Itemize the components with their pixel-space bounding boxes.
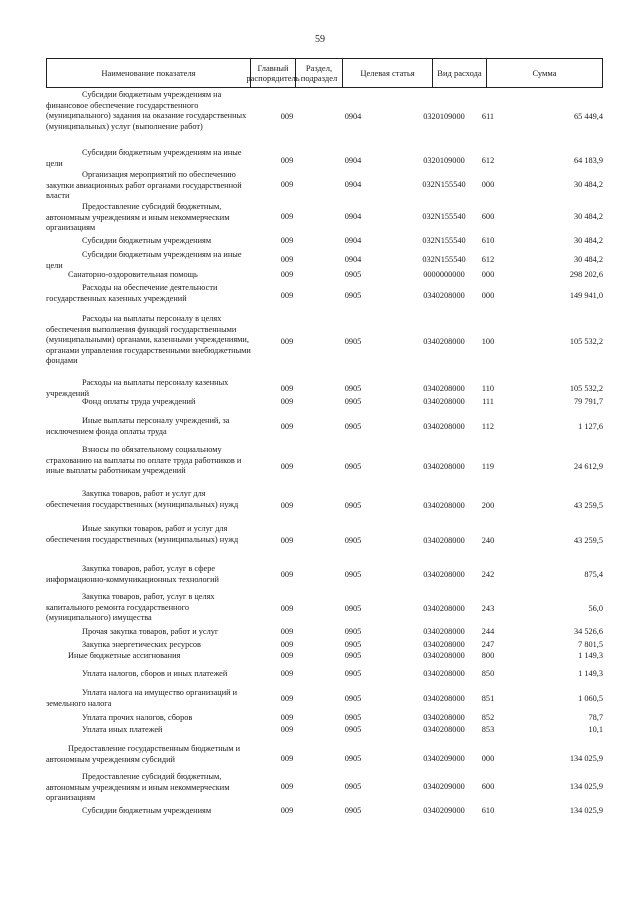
- row-target: 0340208000: [423, 397, 465, 406]
- row-expense-type: 851: [481, 694, 495, 703]
- row-grbs: 009: [280, 112, 294, 121]
- row-section: 0905: [344, 570, 362, 579]
- row-name: Субсидии бюджетным учреждениям на иные цели: [46, 148, 242, 168]
- row-section: 0905: [344, 270, 362, 279]
- row-name: Иные закупки товаров, работ и услуг для обеспечения государственных (муниципальных) нужд: [46, 524, 239, 544]
- row-target: 032N155540: [422, 255, 466, 264]
- row-grbs: 009: [280, 384, 294, 393]
- row-target: 0340208000: [423, 694, 465, 703]
- row-grbs: 009: [280, 501, 294, 510]
- row-sum: 875,4: [584, 570, 603, 579]
- row-target: 0340208000: [423, 669, 465, 678]
- row-grbs: 009: [280, 754, 294, 763]
- row-sum: 56,0: [588, 604, 603, 613]
- row-expense-type: 612: [481, 156, 495, 165]
- row-sum: 43 259,5: [573, 536, 603, 545]
- table-header: [46, 58, 603, 88]
- row-section: 0905: [344, 627, 362, 636]
- row-target: 032N155540: [422, 236, 466, 245]
- header-expense-type: Вид расхода: [432, 59, 486, 87]
- row-section: 0905: [344, 337, 362, 346]
- row-target: 0340208000: [423, 604, 465, 613]
- row-grbs: 009: [280, 422, 294, 431]
- row-grbs: 009: [280, 570, 294, 579]
- row-section: 0905: [344, 651, 362, 660]
- row-section: 0905: [344, 384, 362, 393]
- row-expense-type: 800: [481, 651, 495, 660]
- row-expense-type: 000: [481, 180, 495, 189]
- row-sum: 298 202,6: [569, 270, 603, 279]
- row-name: Предоставление государственным бюджетным и автономным учреждениям субсидий: [46, 744, 241, 764]
- header-sum: Сумма: [486, 59, 602, 87]
- row-sum: 1 149,3: [578, 651, 603, 660]
- row-name: Закупка товаров, работ, услуг в сфере информационно-коммуникационных технологий: [46, 564, 219, 584]
- row-target: 0340208000: [423, 462, 465, 471]
- row-expense-type: 000: [481, 291, 495, 300]
- row-sum: 1 127,6: [578, 422, 603, 431]
- row-section: 0905: [344, 725, 362, 734]
- row-sum: 30 484,2: [573, 180, 603, 189]
- row-section: 0905: [344, 501, 362, 510]
- row-target: 0340208000: [423, 725, 465, 734]
- row-grbs: 009: [280, 397, 294, 406]
- row-target: 032N155540: [422, 212, 466, 221]
- row-name: Организация мероприятий по обеспечению закупки авиационных работ органами государственной власти: [46, 170, 242, 200]
- row-name: Прочая закупка товаров, работ и услуг: [82, 627, 219, 636]
- row-name: Уплата налогов, сборов и иных платежей: [82, 669, 228, 678]
- row-section: 0905: [344, 291, 362, 300]
- row-section: 0905: [344, 694, 362, 703]
- row-expense-type: 200: [481, 501, 495, 510]
- row-grbs: 009: [280, 806, 294, 815]
- row-grbs: 009: [280, 180, 294, 189]
- row-section: 0905: [344, 754, 362, 763]
- row-grbs: 009: [280, 212, 294, 221]
- row-name: Иные выплаты персоналу учреждений, за исключением фонда оплаты труда: [46, 416, 230, 436]
- page-number: 59: [315, 34, 325, 45]
- row-grbs: 009: [280, 236, 294, 245]
- row-sum: 30 484,2: [573, 255, 603, 264]
- row-expense-type: 610: [481, 806, 495, 815]
- row-target: 0340208000: [423, 570, 465, 579]
- row-sum: 78,7: [588, 713, 603, 722]
- row-name: Субсидии бюджетным учреждениям на иные цели: [46, 250, 242, 270]
- row-sum: 7 801,5: [578, 640, 603, 649]
- row-name: Предоставление субсидий бюджетным, автономным учреждениям и иным некоммерческим организациям: [46, 772, 230, 802]
- row-sum: 30 484,2: [573, 236, 603, 245]
- row-sum: 105 532,2: [569, 337, 603, 346]
- row-expense-type: 612: [481, 255, 495, 264]
- row-expense-type: 000: [481, 754, 495, 763]
- row-expense-type: 000: [481, 270, 495, 279]
- row-section: 0905: [344, 806, 362, 815]
- row-expense-type: 600: [481, 782, 495, 791]
- row-expense-type: 853: [481, 725, 495, 734]
- row-name: Закупка энергетических ресурсов: [82, 640, 201, 649]
- row-name: Иные бюджетные ассигнования: [68, 651, 181, 660]
- row-name: Санаторно-оздоровительная помощь: [68, 270, 198, 279]
- row-expense-type: 610: [481, 236, 495, 245]
- row-name: Расходы на выплаты персоналу в целях обеспечения выполнения функций государственными (муниципальными) органами, казенными учреждениями, органами управления государственными внебюджетными фондами: [46, 314, 251, 365]
- row-name: Расходы на обеспечение деятельности государственных казенных учреждений: [46, 283, 218, 303]
- row-name: Закупка товаров, работ, услуг в целях капитального ремонта государственного (муниципального) имущества: [46, 592, 215, 622]
- row-expense-type: 242: [481, 570, 495, 579]
- row-name: Расходы на выплаты персоналу казенных учреждений: [46, 378, 229, 398]
- row-sum: 79 791,7: [573, 397, 603, 406]
- row-target: 0340208000: [423, 651, 465, 660]
- row-sum: 134 025,9: [569, 754, 603, 763]
- row-expense-type: 112: [481, 422, 495, 431]
- header-grbs: Главный распорядитель: [250, 59, 295, 87]
- row-sum: 64 183,9: [573, 156, 603, 165]
- row-grbs: 009: [280, 640, 294, 649]
- row-name: Фонд оплаты труда учреждений: [82, 397, 196, 406]
- row-section: 0905: [344, 669, 362, 678]
- row-expense-type: 600: [481, 212, 495, 221]
- row-section: 0905: [344, 782, 362, 791]
- row-expense-type: 243: [481, 604, 495, 613]
- row-grbs: 009: [280, 627, 294, 636]
- row-grbs: 009: [280, 270, 294, 279]
- row-section: 0904: [344, 112, 362, 121]
- row-expense-type: 100: [481, 337, 495, 346]
- row-expense-type: 240: [481, 536, 495, 545]
- row-target: 0340208000: [423, 640, 465, 649]
- row-grbs: 009: [280, 604, 294, 613]
- row-grbs: 009: [280, 651, 294, 660]
- row-name: Субсидии бюджетным учреждениям: [82, 806, 212, 815]
- row-grbs: 009: [280, 291, 294, 300]
- row-grbs: 009: [280, 536, 294, 545]
- row-sum: 1 149,3: [578, 669, 603, 678]
- row-target: 0340208000: [423, 536, 465, 545]
- row-section: 0905: [344, 422, 362, 431]
- row-expense-type: 850: [481, 669, 495, 678]
- row-expense-type: 852: [481, 713, 495, 722]
- row-sum: 43 259,5: [573, 501, 603, 510]
- row-target: 0340208000: [423, 713, 465, 722]
- row-section: 0905: [344, 536, 362, 545]
- row-sum: 134 025,9: [569, 806, 603, 815]
- row-name: Субсидии бюджетным учреждениям: [82, 236, 212, 245]
- row-expense-type: 611: [481, 112, 495, 121]
- row-target: 0340208000: [423, 627, 465, 636]
- row-target: 0320109000: [423, 112, 465, 121]
- row-grbs: 009: [280, 713, 294, 722]
- header-target: Целевая статья: [342, 59, 432, 87]
- row-section: 0905: [344, 604, 362, 613]
- row-sum: 30 484,2: [573, 212, 603, 221]
- row-grbs: 009: [280, 782, 294, 791]
- row-target: 0000000000: [423, 270, 465, 279]
- row-sum: 65 449,4: [573, 112, 603, 121]
- row-section: 0904: [344, 212, 362, 221]
- row-name: Уплата прочих налогов, сборов: [82, 713, 193, 722]
- row-sum: 105 532,2: [569, 384, 603, 393]
- row-grbs: 009: [280, 725, 294, 734]
- row-grbs: 009: [280, 255, 294, 264]
- row-name: Предоставление субсидий бюджетным, автономным учреждениям и иным некоммерческим организациям: [46, 202, 230, 232]
- row-name: Уплата налога на имущество организаций и земельного налога: [46, 688, 238, 708]
- header-section: Раздел, подраздел: [295, 59, 342, 87]
- row-target: 0340208000: [423, 501, 465, 510]
- row-expense-type: 110: [481, 384, 495, 393]
- row-sum: 24 612,9: [573, 462, 603, 471]
- row-name: Взносы по обязательному социальному страхованию на выплаты по оплате труда работников и иные выплаты работникам учреждений: [46, 445, 242, 475]
- row-target: 0340209000: [423, 806, 465, 815]
- row-target: 0340209000: [423, 782, 465, 791]
- row-sum: 10,1: [588, 725, 603, 734]
- header-name: Наименование показателя: [101, 68, 196, 78]
- row-target: 0340209000: [423, 754, 465, 763]
- row-section: 0904: [344, 236, 362, 245]
- row-expense-type: 244: [481, 627, 495, 636]
- row-target: 0320109000: [423, 156, 465, 165]
- row-grbs: 009: [280, 669, 294, 678]
- row-section: 0905: [344, 397, 362, 406]
- row-section: 0904: [344, 255, 362, 264]
- row-section: 0904: [344, 156, 362, 165]
- row-target: 0340208000: [423, 337, 465, 346]
- row-grbs: 009: [280, 156, 294, 165]
- row-grbs: 009: [280, 462, 294, 471]
- row-target: 032N155540: [422, 180, 466, 189]
- row-target: 0340208000: [423, 291, 465, 300]
- row-sum: 134 025,9: [569, 782, 603, 791]
- row-sum: 149 941,0: [569, 291, 603, 300]
- row-sum: 34 526,6: [573, 627, 603, 636]
- row-grbs: 009: [280, 694, 294, 703]
- row-section: 0905: [344, 462, 362, 471]
- row-target: 0340208000: [423, 384, 465, 393]
- row-name: Уплата иных платежей: [82, 725, 163, 734]
- row-expense-type: 247: [481, 640, 495, 649]
- row-sum: 1 060,5: [578, 694, 603, 703]
- row-grbs: 009: [280, 337, 294, 346]
- row-name: Закупка товаров, работ и услуг для обеспечения государственных (муниципальных) нужд: [46, 489, 239, 509]
- row-section: 0905: [344, 713, 362, 722]
- row-target: 0340208000: [423, 422, 465, 431]
- row-section: 0905: [344, 640, 362, 649]
- row-expense-type: 111: [482, 397, 494, 406]
- row-expense-type: 119: [481, 462, 495, 471]
- row-name: Субсидии бюджетным учреждениям на финансовое обеспечение государственного (муниципального) задания на оказание государственных (муниципальных) услуг (выполнение работ): [46, 90, 247, 131]
- row-section: 0904: [344, 180, 362, 189]
